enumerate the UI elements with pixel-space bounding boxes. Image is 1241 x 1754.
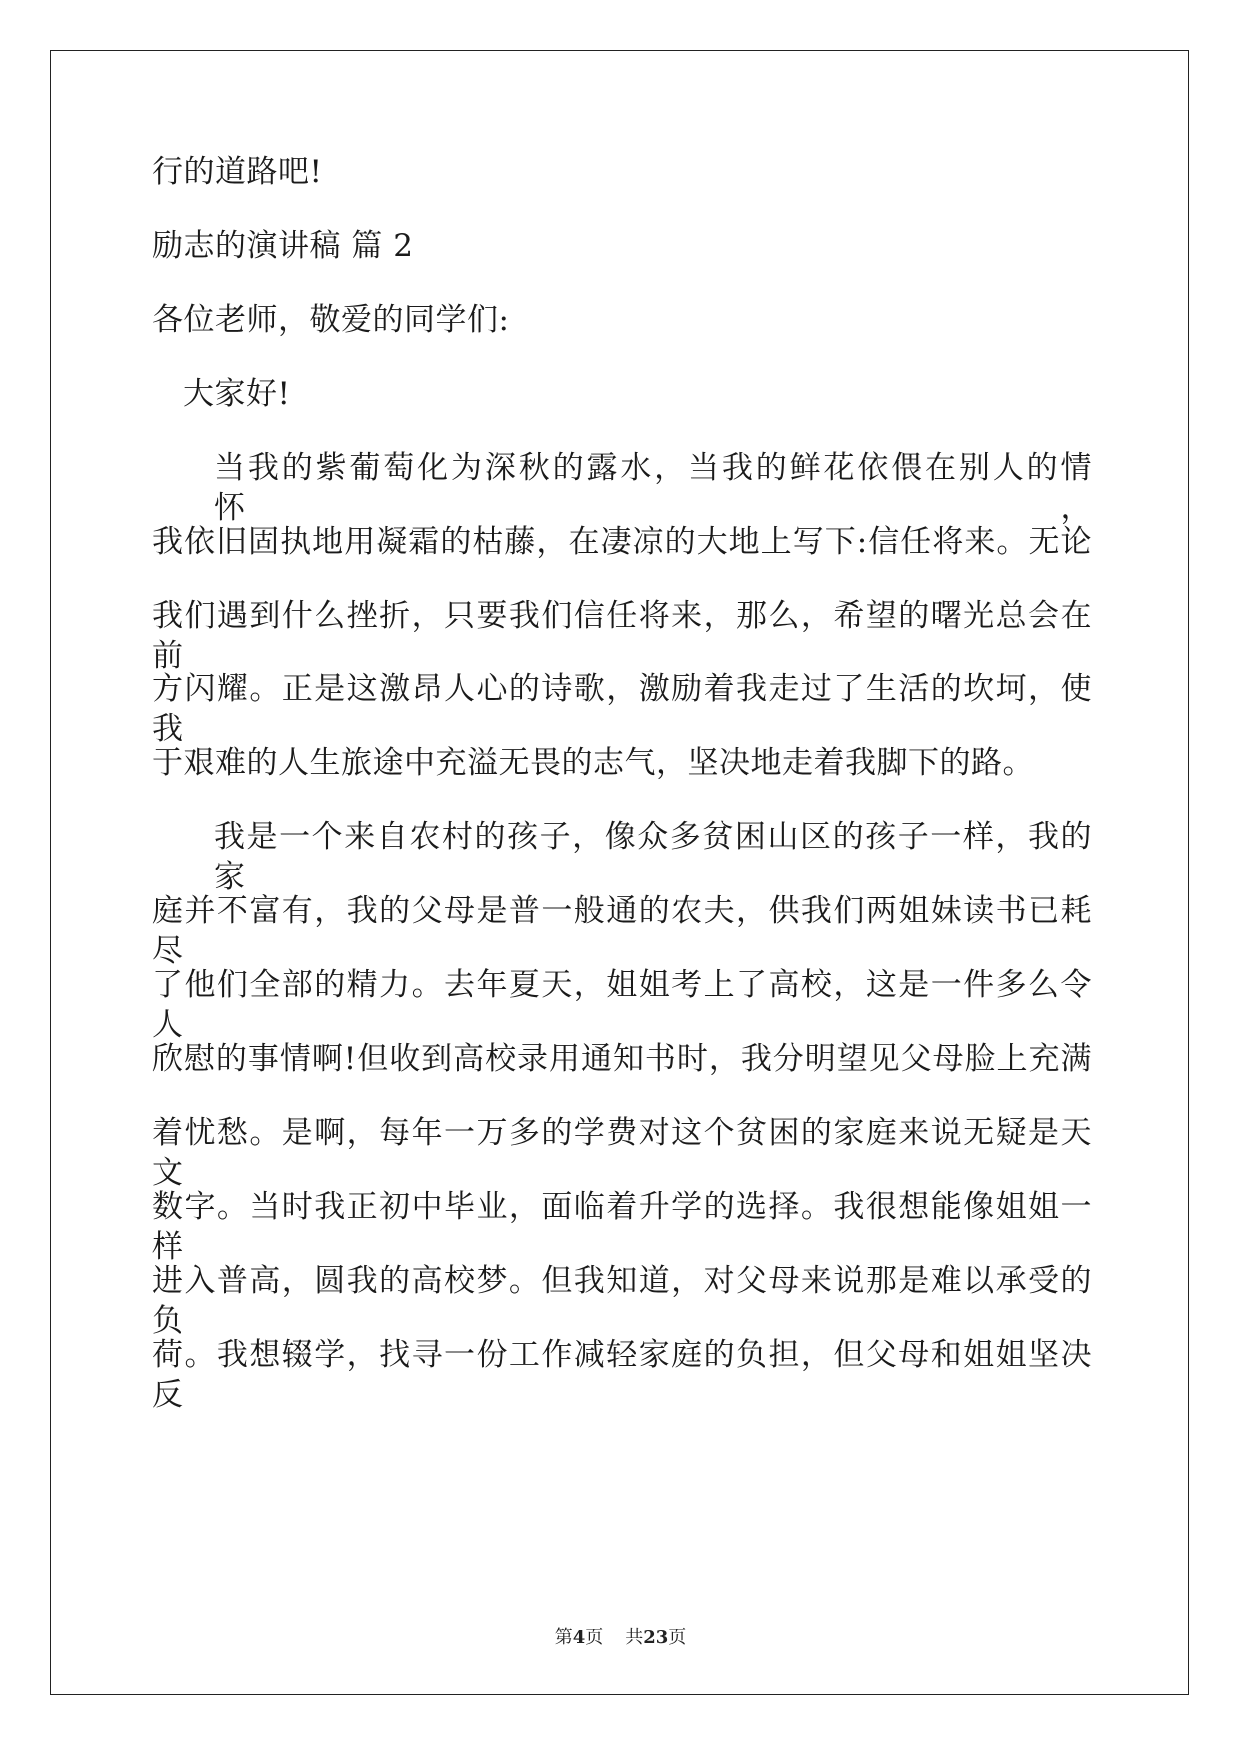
text-line: 进入普高，圆我的高校梦。但我知道，对父母来说那是难以承受的负 [152,1263,1092,1339]
footer-page-suffix: 页 [585,1627,604,1648]
text-line: 我们遇到什么挫折，只要我们信任将来，那么，希望的曙光总会在前 [152,598,1092,674]
text-line: 荷。我想辍学，找寻一份工作减轻家庭的负担，但父母和姐姐坚决反 [152,1337,1092,1413]
footer-total-prefix: 共 [625,1627,644,1648]
page-footer [0,1627,1241,1649]
section-heading: 励志的演讲稿 篇 2 [152,228,414,264]
greeting: 大家好! [183,376,291,412]
text-line: 了他们全部的精力。去年夏天，姐姐考上了高校，这是一件多么令人 [152,967,1092,1043]
footer-total-suffix: 页 [668,1627,687,1648]
text-line: 我依旧固执地用凝霜的枯藤，在凄凉的大地上写下:信任将来。无论 [152,524,1092,560]
text-line: 欣慰的事情啊!但收到高校录用通知书时，我分明望见父母脸上充满 [152,1041,1092,1077]
text-line: 数字。当时我正初中毕业，面临着升学的选择。我很想能像姐姐一样 [152,1189,1092,1265]
text-line: 方闪耀。正是这激昂人心的诗歌，激励着我走过了生活的坎坷，使我 [152,671,1092,747]
current-page-number: 4 [572,1627,586,1648]
text-line: 当我的紫葡萄化为深秋的露水，当我的鲜花依偎在别人的情怀， [214,450,1092,526]
text-line: 于艰难的人生旅途中充溢无畏的志气，坚决地走着我脚下的路。 [152,745,1034,781]
salutation: 各位老师，敬爱的同学们: [152,302,510,338]
text-line: 着忧愁。是啊，每年一万多的学费对这个贫困的家庭来说无疑是天文 [152,1115,1092,1191]
text-line: 行的道路吧! [152,154,323,190]
text-line: 我是一个来自农村的孩子，像众多贫困山区的孩子一样，我的家 [214,819,1092,895]
text-line: 庭并不富有，我的父母是普一般通的农夫，供我们两姐妹读书已耗尽 [152,893,1092,969]
total-page-count: 23 [643,1627,669,1648]
footer-prefix: 第 [554,1627,573,1648]
